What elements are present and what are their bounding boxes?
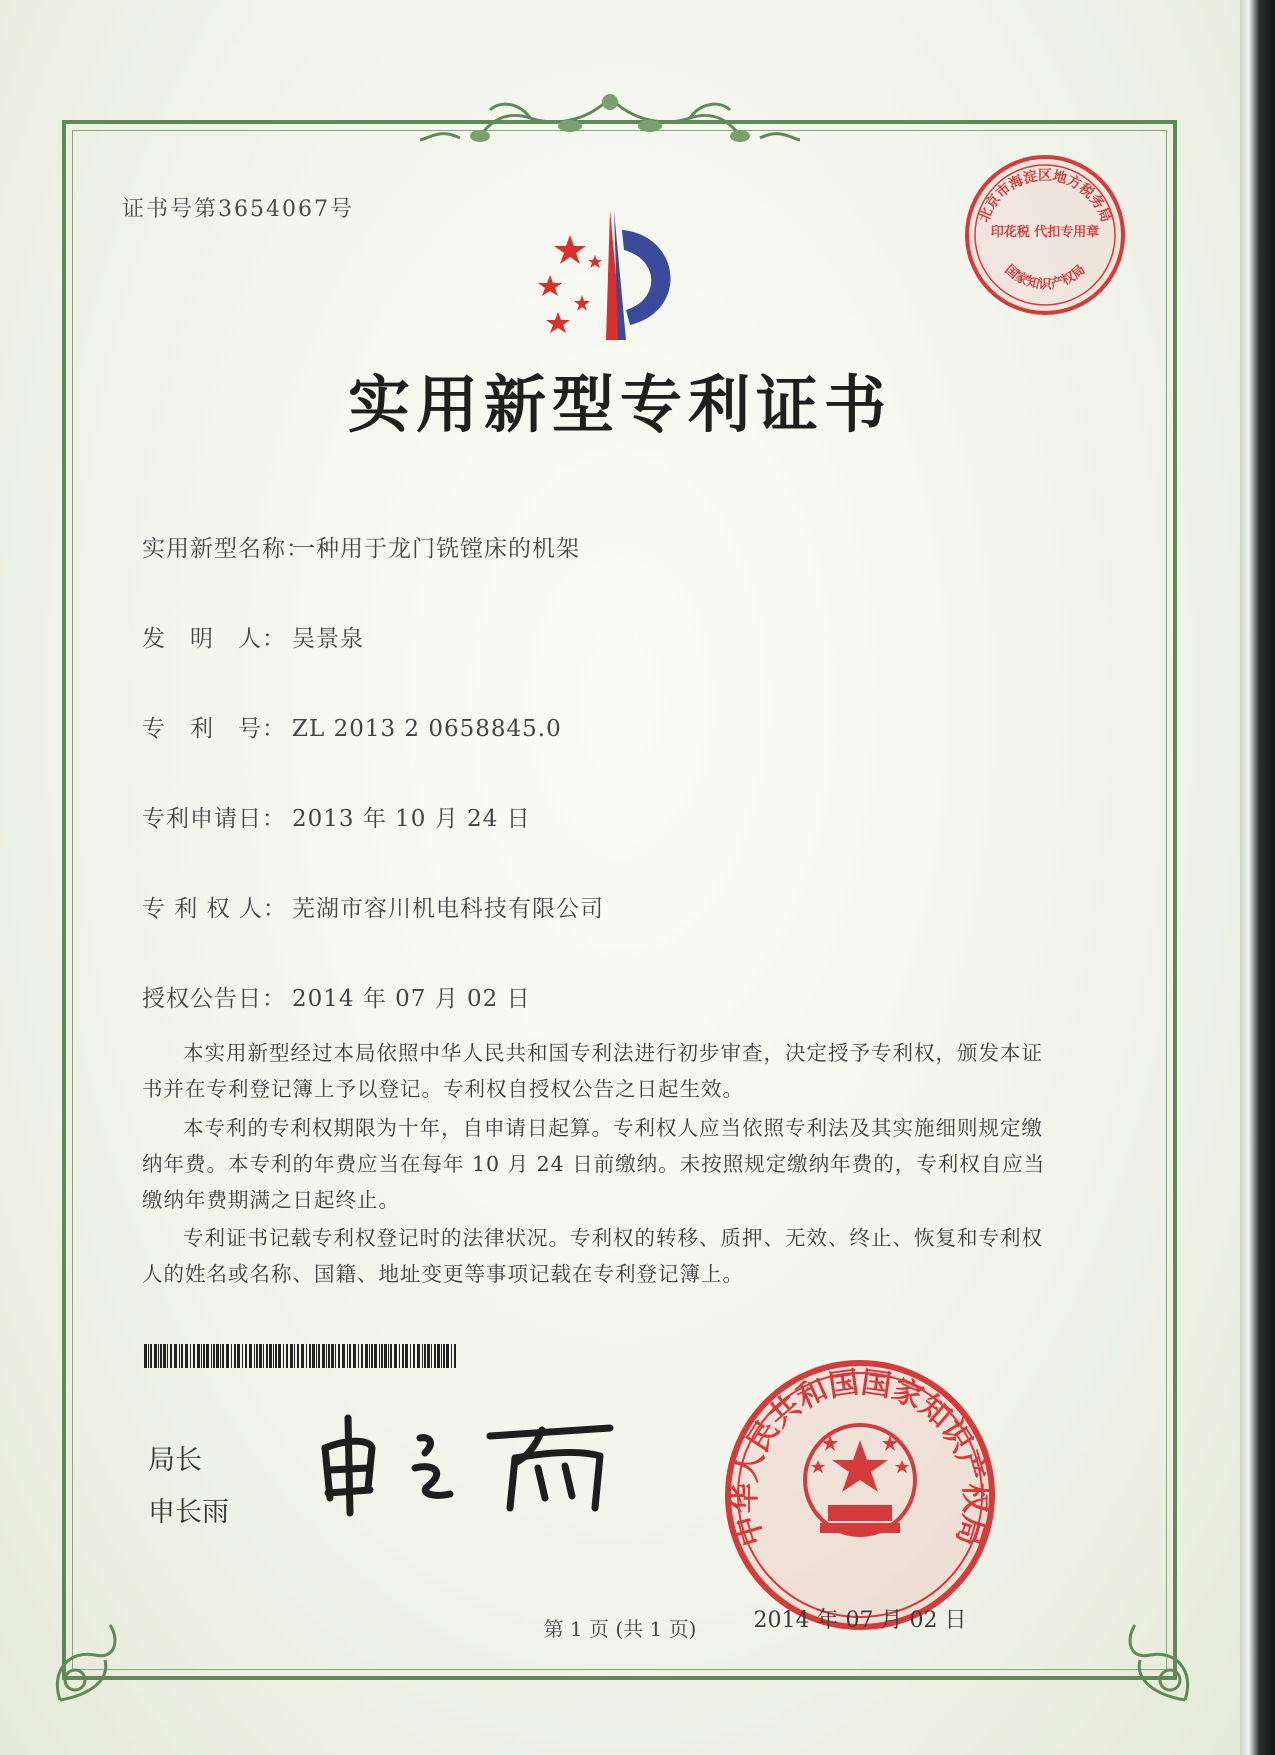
statement-paragraph: 专利证书记载专利权登记时的法律状况。专利权的转移、质押、无效、终止、恢复和专利权人的姓名或名称、国籍、地址变更等事项记载在专利登记簿上。 bbox=[142, 1226, 1043, 1286]
official-seal bbox=[720, 1355, 1000, 1635]
barcode-bar bbox=[259, 1344, 262, 1368]
barcode-bar bbox=[361, 1344, 363, 1368]
barcode-bar bbox=[211, 1344, 212, 1368]
barcode-bar bbox=[417, 1344, 420, 1368]
seal-date: 2014 年 07 月 02 日 bbox=[753, 1608, 967, 1633]
barcode-bar bbox=[160, 1344, 162, 1368]
seal-ring-text: 中华人民共和国国家知识产权局 bbox=[727, 1365, 993, 1550]
barcode-bar bbox=[427, 1344, 430, 1368]
barcode-bar bbox=[301, 1344, 304, 1368]
barcode-bar bbox=[249, 1344, 252, 1368]
tax-seal-ring-text: 北京市海淀区地方税务局 bbox=[975, 168, 1115, 225]
barcode-bar bbox=[174, 1344, 177, 1368]
barcode-bar bbox=[451, 1344, 452, 1368]
barcode-bar bbox=[197, 1344, 200, 1368]
barcode-bar bbox=[331, 1344, 334, 1368]
barcode-bar bbox=[369, 1344, 370, 1368]
barcode-bar bbox=[150, 1344, 152, 1368]
barcode-bar bbox=[193, 1344, 195, 1368]
barcode-bar bbox=[263, 1344, 264, 1368]
barcode-bar bbox=[322, 1344, 325, 1368]
barcode-bar bbox=[170, 1344, 172, 1368]
barcode-bar bbox=[254, 1344, 255, 1368]
tax-seal-bottom-text: 国家知识产权局 bbox=[1001, 262, 1089, 293]
barcode-bar bbox=[266, 1344, 268, 1368]
statement-paragraph: 本专利的专利权期限为十年，自申请日起算。专利权人应当依照专利法及其实施细则规定缴纳年费。本专利的年费应当在每年 10 月 24 日前缴纳。未按照规定缴纳年费的，专利权自应当缴纳年费期满之日起终止。 bbox=[142, 1116, 1046, 1212]
barcode-bar bbox=[185, 1344, 188, 1368]
barcode-bar bbox=[328, 1344, 330, 1368]
barcode-bar bbox=[167, 1344, 168, 1368]
field-label: 专 利 权 人： bbox=[142, 896, 287, 922]
director-title: 局长 bbox=[148, 1445, 202, 1476]
barcode-bar bbox=[278, 1344, 281, 1368]
barcode-bar bbox=[275, 1344, 277, 1368]
field-label: 授权公告日： bbox=[142, 986, 286, 1012]
barcode-bar bbox=[424, 1344, 426, 1368]
director-signature bbox=[310, 1408, 630, 1518]
barcode-bar bbox=[342, 1344, 345, 1368]
barcode-bar bbox=[437, 1344, 440, 1368]
barcode-bar bbox=[394, 1344, 397, 1368]
barcode-bar bbox=[365, 1344, 368, 1368]
barcode-bar bbox=[144, 1344, 147, 1368]
barcode-bar bbox=[353, 1344, 356, 1368]
barcode-bar bbox=[242, 1344, 243, 1368]
field-value: ZL 2013 2 0658845.0 bbox=[292, 716, 562, 742]
barcode-bar bbox=[234, 1344, 236, 1368]
field-inventor bbox=[142, 620, 364, 653]
barcode-bar bbox=[213, 1344, 215, 1368]
barcode-bar bbox=[201, 1344, 202, 1368]
barcode-bar bbox=[312, 1344, 315, 1368]
barcode-bar bbox=[226, 1344, 229, 1368]
barcode-bar bbox=[358, 1344, 359, 1368]
barcode-bar bbox=[431, 1344, 432, 1368]
patent-office-logo bbox=[510, 200, 710, 360]
barcode-bar bbox=[294, 1344, 295, 1368]
statement-paragraph: 本实用新型经过本局依照中华人民共和国专利法进行初步审查，决定授予专利权，颁发本证书并在专利登记簿上予以登记。专利权自授权公告之日起生效。 bbox=[142, 1041, 1043, 1101]
barcode-bar bbox=[256, 1344, 258, 1368]
field-application-date bbox=[142, 800, 531, 833]
barcode-bar bbox=[388, 1344, 389, 1368]
barcode-bar bbox=[381, 1344, 383, 1368]
barcode-bar bbox=[441, 1344, 442, 1368]
barcode-bar bbox=[190, 1344, 191, 1368]
field-label: 专 利 号： bbox=[142, 716, 286, 742]
field-label: 专利申请日： bbox=[142, 806, 286, 832]
field-label: 发 明 人： bbox=[142, 626, 286, 652]
barcode-bar bbox=[318, 1344, 320, 1368]
barcode-bar bbox=[399, 1344, 400, 1368]
barcode-bar bbox=[338, 1344, 340, 1368]
barcode-bar bbox=[290, 1344, 293, 1368]
barcode-bar bbox=[349, 1344, 351, 1368]
barcode-bar bbox=[154, 1344, 157, 1368]
barcode-bar bbox=[390, 1344, 392, 1368]
barcode-bar bbox=[283, 1344, 284, 1368]
tax-seal-center-text: 印花税 代扣专用章 bbox=[990, 225, 1100, 240]
page-title: 实用新型专利证书 bbox=[347, 368, 892, 441]
barcode-bar bbox=[379, 1344, 380, 1368]
barcode-bar bbox=[402, 1344, 404, 1368]
barcode-bar bbox=[446, 1344, 449, 1368]
barcode-bar bbox=[384, 1344, 387, 1368]
barcode-bar bbox=[309, 1344, 311, 1368]
field-patentee bbox=[142, 890, 604, 923]
barcode-bar bbox=[297, 1344, 299, 1368]
barcode-bar bbox=[286, 1344, 288, 1368]
barcode-bar bbox=[454, 1344, 456, 1368]
barcode-bar bbox=[434, 1344, 436, 1368]
director-name: 申长雨 bbox=[148, 1497, 229, 1528]
barcode-bar bbox=[163, 1344, 166, 1368]
barcode-bar bbox=[158, 1344, 159, 1368]
barcode-bar bbox=[413, 1344, 415, 1368]
tax-stamp-seal bbox=[960, 150, 1130, 320]
field-value: 吴景泉 bbox=[292, 626, 364, 652]
top-ornament bbox=[420, 88, 800, 150]
field-patent-number bbox=[142, 710, 562, 743]
barcode-bar bbox=[203, 1344, 205, 1368]
barcode-bar bbox=[422, 1344, 423, 1368]
barcode-bar bbox=[316, 1344, 317, 1368]
barcode-bar bbox=[220, 1344, 221, 1368]
barcode-bar bbox=[206, 1344, 209, 1368]
barcode-bar bbox=[273, 1344, 274, 1368]
barcode-bar bbox=[443, 1344, 445, 1368]
field-label: 实用新型名称： bbox=[142, 536, 310, 562]
barcode-bar bbox=[269, 1344, 272, 1368]
barcode-bar bbox=[231, 1344, 232, 1368]
barcode-bar bbox=[216, 1344, 219, 1368]
barcode-bar bbox=[347, 1344, 348, 1368]
barcode-bar bbox=[374, 1344, 377, 1368]
barcode-bar bbox=[179, 1344, 180, 1368]
field-value: 2014 年 07 月 02 日 bbox=[292, 986, 531, 1012]
barcode-bar bbox=[181, 1344, 183, 1368]
field-value: 芜湖市容川机电科技有限公司 bbox=[292, 896, 604, 922]
barcode-bar bbox=[410, 1344, 411, 1368]
barcode-bar bbox=[245, 1344, 247, 1368]
field-grant-date bbox=[142, 980, 531, 1013]
barcode-bar bbox=[371, 1344, 373, 1368]
barcode-bar bbox=[405, 1344, 408, 1368]
field-value: 2013 年 10 月 24 日 bbox=[292, 806, 531, 832]
barcode-bar bbox=[222, 1344, 224, 1368]
barcode-bar bbox=[306, 1344, 307, 1368]
field-utility-model-name bbox=[142, 530, 580, 563]
barcode-bar bbox=[335, 1344, 336, 1368]
barcode-bar bbox=[326, 1344, 327, 1368]
page-footer: 第 1 页 (共 1 页) bbox=[543, 1617, 697, 1641]
barcode bbox=[144, 1344, 458, 1368]
barcode-bar bbox=[148, 1344, 149, 1368]
barcode-bar bbox=[237, 1344, 240, 1368]
scan-edge bbox=[1240, 0, 1275, 1755]
certificate-number: 证书号第3654067号 bbox=[122, 197, 354, 222]
field-value: 一种用于龙门铣镗床的机架 bbox=[292, 536, 580, 562]
